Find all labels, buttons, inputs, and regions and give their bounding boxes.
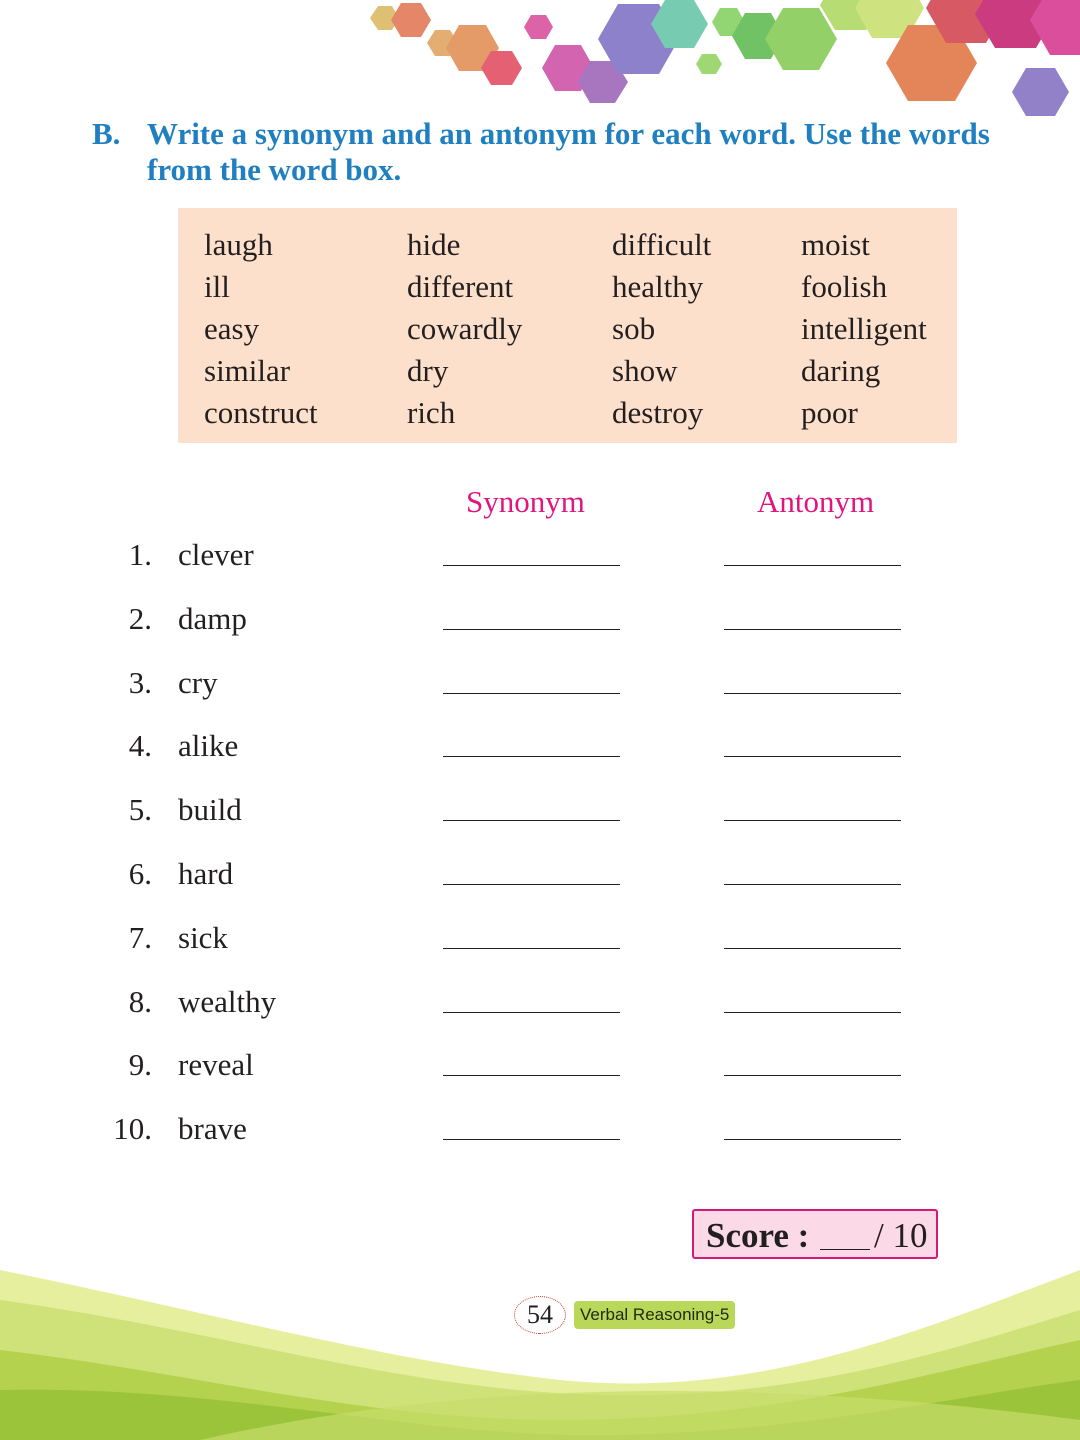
question-word: clever bbox=[178, 537, 254, 572]
antonym-blank[interactable] bbox=[724, 629, 901, 630]
score-blank[interactable] bbox=[820, 1249, 870, 1250]
question-word: hard bbox=[178, 856, 234, 891]
hexagon bbox=[765, 8, 837, 70]
word-box-item: construct bbox=[204, 395, 318, 430]
word-box-item: poor bbox=[801, 395, 858, 430]
word-box-item: cowardly bbox=[407, 311, 523, 346]
hexagon-decoration bbox=[0, 0, 1080, 130]
word-box-item: laugh bbox=[204, 227, 273, 262]
word-box-item: dry bbox=[407, 353, 449, 388]
question-word: wealthy bbox=[178, 984, 277, 1019]
word-box-item: foolish bbox=[801, 269, 888, 304]
question-number: 9. bbox=[128, 1047, 152, 1082]
question-number: 3. bbox=[128, 665, 152, 700]
question-word: reveal bbox=[178, 1047, 254, 1082]
question-row bbox=[0, 790, 1080, 830]
synonym-blank[interactable] bbox=[443, 1075, 620, 1076]
antonym-blank[interactable] bbox=[724, 948, 901, 949]
question-number: 4. bbox=[128, 728, 152, 763]
hexagon bbox=[696, 54, 722, 74]
word-box-item: intelligent bbox=[801, 311, 927, 346]
question-word: sick bbox=[178, 920, 228, 955]
synonym-blank[interactable] bbox=[443, 693, 620, 694]
antonym-blank[interactable] bbox=[724, 693, 901, 694]
synonym-blank[interactable] bbox=[443, 756, 620, 757]
word-box-item: easy bbox=[204, 311, 260, 346]
word-box-item: difficult bbox=[612, 227, 712, 262]
question-word: cry bbox=[178, 665, 218, 700]
synonym-blank[interactable] bbox=[443, 629, 620, 630]
hexagon bbox=[1030, 0, 1080, 55]
question-row bbox=[0, 982, 1080, 1022]
question-row bbox=[0, 599, 1080, 639]
synonym-blank[interactable] bbox=[443, 948, 620, 949]
antonym-blank[interactable] bbox=[724, 756, 901, 757]
question-number: 7. bbox=[128, 920, 152, 955]
antonym-blank[interactable] bbox=[724, 565, 901, 566]
exercise-instruction: Write a synonym and an antonym for each word. Use the words from the word box. bbox=[147, 116, 990, 187]
word-box-item: rich bbox=[407, 395, 456, 430]
question-row bbox=[0, 726, 1080, 766]
question-number: 6. bbox=[128, 856, 152, 891]
question-word: damp bbox=[178, 601, 247, 636]
question-word: alike bbox=[178, 728, 239, 763]
synonym-blank[interactable] bbox=[443, 565, 620, 566]
hexagon bbox=[1012, 68, 1069, 116]
book-title: Verbal Reasoning-5 bbox=[574, 1301, 735, 1329]
word-box-item: show bbox=[612, 353, 678, 388]
question-number: 2. bbox=[128, 601, 152, 636]
question-word: build bbox=[178, 792, 242, 827]
question-row bbox=[0, 1109, 1080, 1149]
synonym-blank[interactable] bbox=[443, 884, 620, 885]
antonym-blank[interactable] bbox=[724, 820, 901, 821]
synonym-blank[interactable] bbox=[443, 820, 620, 821]
question-row bbox=[0, 918, 1080, 958]
score-label: Score : bbox=[706, 1216, 810, 1255]
question-number: 5. bbox=[128, 792, 152, 827]
synonym-blank[interactable] bbox=[443, 1139, 620, 1140]
word-box-item: destroy bbox=[612, 395, 704, 430]
word-box-item: sob bbox=[612, 311, 656, 346]
question-word: brave bbox=[178, 1111, 247, 1146]
question-number: 8. bbox=[128, 984, 152, 1019]
word-box-item: different bbox=[407, 269, 514, 304]
question-row bbox=[0, 1045, 1080, 1085]
antonym-blank[interactable] bbox=[724, 884, 901, 885]
antonym-header: Antonym bbox=[757, 484, 875, 519]
word-box-item: similar bbox=[204, 353, 291, 388]
word-box-item: hide bbox=[407, 227, 461, 262]
hexagon bbox=[524, 15, 553, 39]
antonym-blank[interactable] bbox=[724, 1012, 901, 1013]
word-box bbox=[178, 208, 957, 443]
question-number: 10. bbox=[113, 1111, 152, 1146]
hexagon bbox=[391, 3, 431, 37]
antonym-blank[interactable] bbox=[724, 1139, 901, 1140]
question-row bbox=[0, 663, 1080, 703]
question-number: 1. bbox=[128, 537, 152, 572]
score-box bbox=[692, 1209, 938, 1259]
word-box-item: healthy bbox=[612, 269, 704, 304]
word-box-item: daring bbox=[801, 353, 881, 388]
synonym-header: Synonym bbox=[466, 484, 585, 519]
question-row bbox=[0, 535, 1080, 575]
word-box-item: moist bbox=[801, 227, 870, 262]
word-box-item: ill bbox=[204, 269, 230, 304]
antonym-blank[interactable] bbox=[724, 1075, 901, 1076]
question-row bbox=[0, 854, 1080, 894]
score-total: / 10 bbox=[874, 1216, 928, 1255]
exercise-label: B. bbox=[92, 116, 121, 151]
synonym-blank[interactable] bbox=[443, 1012, 620, 1013]
page-number: 54 bbox=[514, 1296, 566, 1334]
